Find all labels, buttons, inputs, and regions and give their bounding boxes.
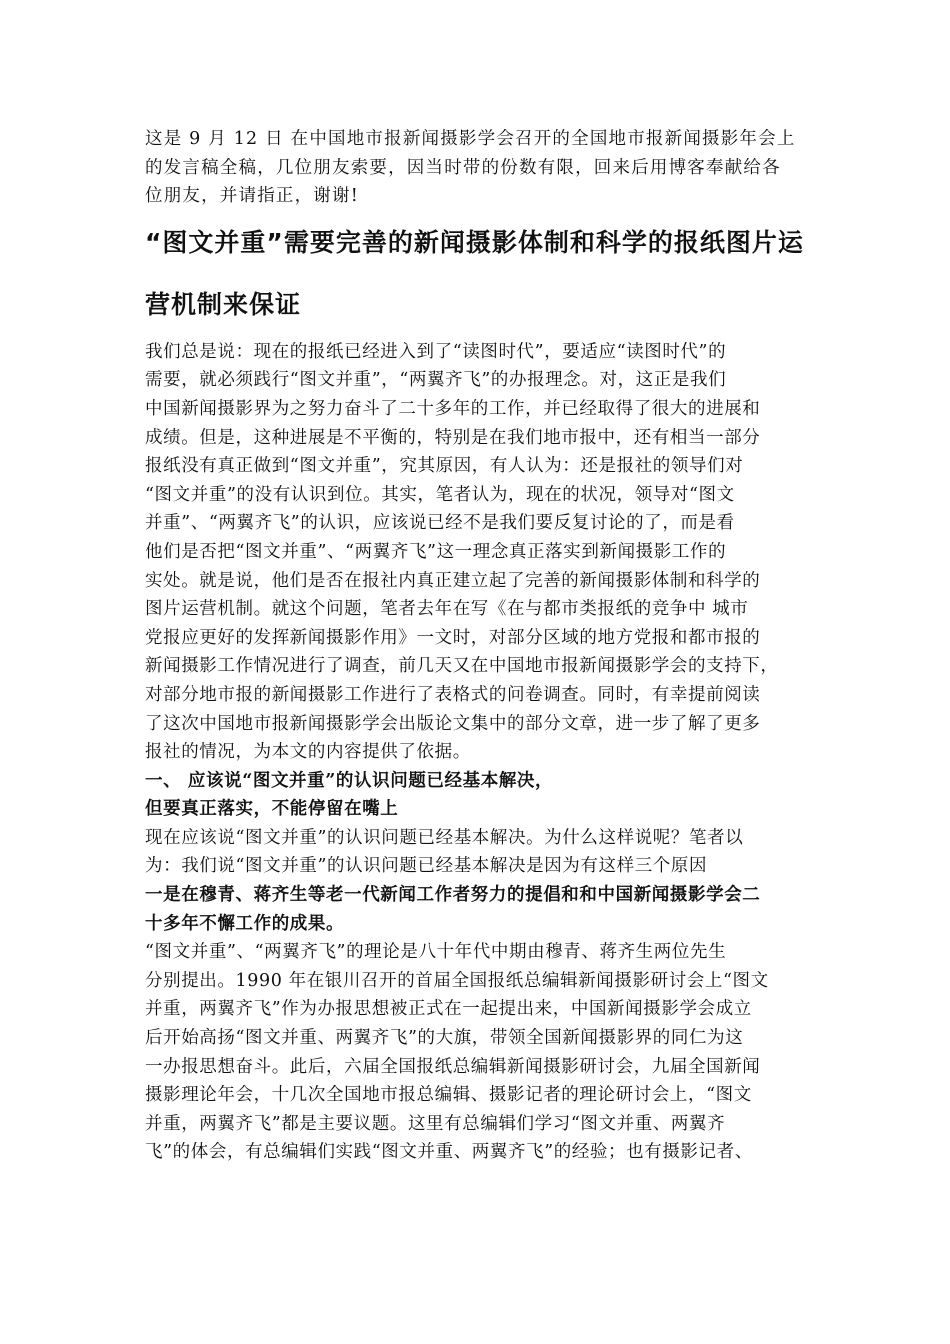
text-line: 成绩。但是，这种进展是不平衡的，特别是在我们地市报中，还有相当一部分 xyxy=(145,427,761,448)
section-heading-1 xyxy=(145,767,809,824)
text-line: 飞”的体会，有总编辑们实践“图文并重、两翼齐飞”的经验；也有摄影记者、 xyxy=(145,1142,753,1163)
intro-note xyxy=(145,125,809,211)
intro-line: 位朋友，并请指正，谢谢! xyxy=(145,186,359,207)
text-line: 他们是否把“图文并重”、“两翼齐飞”这一理念真正落实到新闻摄影工作的 xyxy=(145,541,727,562)
text-line: 为：我们说“图文并重”的认识问题已经基本解决是因为有这样三个原因 xyxy=(145,856,708,877)
text-line: “图文并重”的没有认识到位。其实，笔者认为，现在的状况，领导对“图文 xyxy=(145,484,735,505)
text-line: 报纸没有真正做到“图文并重”，究其原因，有人认为：还是报社的领导们对 xyxy=(145,456,744,477)
intro-line: 这是 9 月 12 日 在中国地市报新闻摄影学会召开的全国地市报新闻摄影年会上 xyxy=(145,129,796,149)
text-line: 并重，两翼齐飞”都是主要议题。这里有总编辑们学习“图文并重、两翼齐 xyxy=(145,1113,726,1134)
heading-line: 一、 应该说“图文并重”的认识问题已经基本解决， xyxy=(145,770,554,791)
text-line: 并重”、“两翼齐飞”的认识，应该说已经不是我们要反复讨论的了，而是看 xyxy=(145,513,735,534)
text-line: 党报应更好的发挥新闻摄影作用》一文时，对部分区域的地方党报和都市报的 xyxy=(145,627,761,648)
intro-line: 的发言稿全稿，几位朋友索要，因当时带的份数有限，回来后用博客奉献给各 xyxy=(145,157,781,178)
text-line: 一办报思想奋斗。此后，六届全国报纸总编辑新闻摄影研讨会，九届全国新闻 xyxy=(145,1056,761,1077)
text-line: 报社的情况，为本文的内容提供了依据。 xyxy=(145,742,471,763)
text-line: 需要，就必须践行“图文并重”，“两翼齐飞”的办报理念。对，这正是我们 xyxy=(145,370,727,391)
article-body xyxy=(145,338,809,1167)
paragraph-3 xyxy=(145,938,809,1167)
heading-line: 十多年不懈工作的成果。 xyxy=(145,913,345,934)
heading-line: 一是在穆青、蒋齐生等老一代新闻工作者努力的提倡和和中国新闻摄影学会二 xyxy=(145,885,761,906)
subheading-reason-1 xyxy=(145,881,809,938)
article-title-line-2: 营机制来保证 xyxy=(145,289,302,319)
paragraph-1 xyxy=(145,338,809,767)
text-line: “图文并重”、“两翼齐飞”的理论是八十年代中期由穆青、蒋齐生两位先生 xyxy=(145,942,727,963)
heading-line: 但要真正落实，不能停留在嘴上 xyxy=(145,799,399,820)
text-line: 分别提出。1990 年在银川召开的首届全国报纸总编辑新闻摄影研讨会上“图文 xyxy=(145,970,769,991)
text-line: 了这次中国地市报新闻摄影学会出版论文集中的部分文章，进一步了解了更多 xyxy=(145,713,761,734)
text-line: 我们总是说：现在的报纸已经进入到了“读图时代”，要适应“读图时代”的 xyxy=(145,341,727,362)
text-line: 新闻摄影工作情况进行了调查，前几天又在中国地市报新闻摄影学会的支持下， xyxy=(145,656,779,677)
text-line: 对部分地市报的新闻摄影工作进行了表格式的问卷调查。同时，有幸提前阅读 xyxy=(145,684,761,705)
text-line: 中国新闻摄影界为之努力奋斗了二十多年的工作，并已经取得了很大的进展和 xyxy=(145,398,761,419)
text-line: 并重，两翼齐飞”作为办报思想被正式在一起提出来，中国新闻摄影学会成立 xyxy=(145,999,752,1020)
text-line: 实处。就是说，他们是否在报社内真正建立起了完善的新闻摄影体制和科学的 xyxy=(145,570,761,591)
paragraph-2 xyxy=(145,824,809,881)
text-line: 后开始高扬“图文并重、两翼齐飞”的大旗，带领全国新闻摄影界的同仁为这 xyxy=(145,1028,744,1049)
document-content xyxy=(145,125,809,1167)
text-line: 现在应该说“图文并重”的认识问题已经基本解决。为什么这样说呢？笔者以 xyxy=(145,827,744,848)
text-line: 图片运营机制。就这个问题，笔者去年在写《在与都市类报纸的竞争中 城市 xyxy=(145,599,749,620)
article-title-line-1: “图文并重”需要完善的新闻摄影体制和科学的报纸图片运 xyxy=(145,227,804,257)
text-line: 摄影理论年会，十几次全国地市报总编辑、摄影记者的理论研讨会上，“图文 xyxy=(145,1085,752,1106)
